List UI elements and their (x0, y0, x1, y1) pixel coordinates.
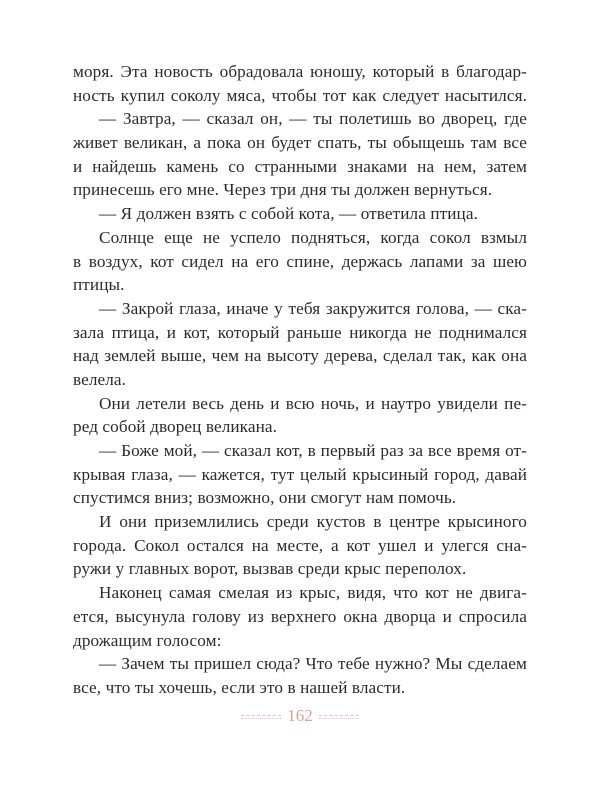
text-line: дрожащим голосом: (73, 630, 222, 650)
text-line: Наконец самая смелая из крыс, видя, что кот не двига- (99, 583, 527, 603)
text-line: ред собой дворец великана. (73, 417, 278, 437)
text-line: Они летели весь день и всю ночь, и наутро увидели пе- (99, 393, 527, 413)
text-line: моря. Эта новость обрадовала юношу, который в благодар- (73, 62, 527, 81)
text-line: велела. (73, 369, 127, 389)
left-ornament-icon (241, 715, 281, 719)
text-line: крывая глаза, — кажется, тут целый крысиный город, давай (73, 464, 527, 484)
text-line: все, что ты хочешь, если это в нашей власти. (73, 677, 406, 697)
page-body-text (73, 60, 527, 700)
text-line: ружи у главных ворот, вызвав среди крыс переполох. (73, 559, 467, 579)
page-footer (0, 706, 600, 726)
text-line: спустимся вниз; возможно, они смогут нам помочь. (73, 488, 457, 508)
text-line: Солнце еще не успело подняться, когда сокол взмыл (99, 227, 527, 247)
text-line: птицы. (73, 275, 125, 295)
text-line: — Завтра, — сказал он, — ты полетишь во дворец, где (99, 109, 527, 129)
page-number: 162 (287, 706, 313, 725)
text-line: — Зачем ты пришел сюда? Что тебе нужно? Мы сделаем (99, 654, 527, 674)
text-line: зала птица, и кот, который раньше никогда не поднимался (73, 322, 527, 342)
text-line: и найдешь камень со странными знаками на нем, затем (73, 156, 527, 176)
text-line: — Боже мой, — сказал кот, в первый раз за все время от- (99, 441, 527, 460)
right-ornament-icon (319, 715, 359, 719)
text-line: — Я должен взять с собой кота, — ответила птица. (99, 204, 478, 224)
text-line: принесешь его мне. Через три дня ты должен вернуться. (73, 180, 493, 200)
text-line: ется, высунула голову из верхнего окна дворца и спросила (73, 606, 527, 626)
text-line: в воздух, кот сидел на его спине, держась лапами за шею (73, 251, 527, 271)
text-line: города. Сокол остался на месте, а кот ушел и улегся сна- (73, 535, 527, 555)
text-line: И они приземлились среди кустов в центре крысиного (99, 512, 527, 532)
text-line: — Закрой глаза, иначе у тебя закружится голова, — ска- (99, 298, 527, 318)
text-line: над землей выше, чем на высоту дерева, сделал так, как она (73, 346, 527, 366)
text-line: ность купил соколу мяса, чтобы тот как следует насытился. (73, 85, 527, 105)
text-line: живет великан, а пока он будет спать, ты обыщешь там все (73, 133, 527, 153)
